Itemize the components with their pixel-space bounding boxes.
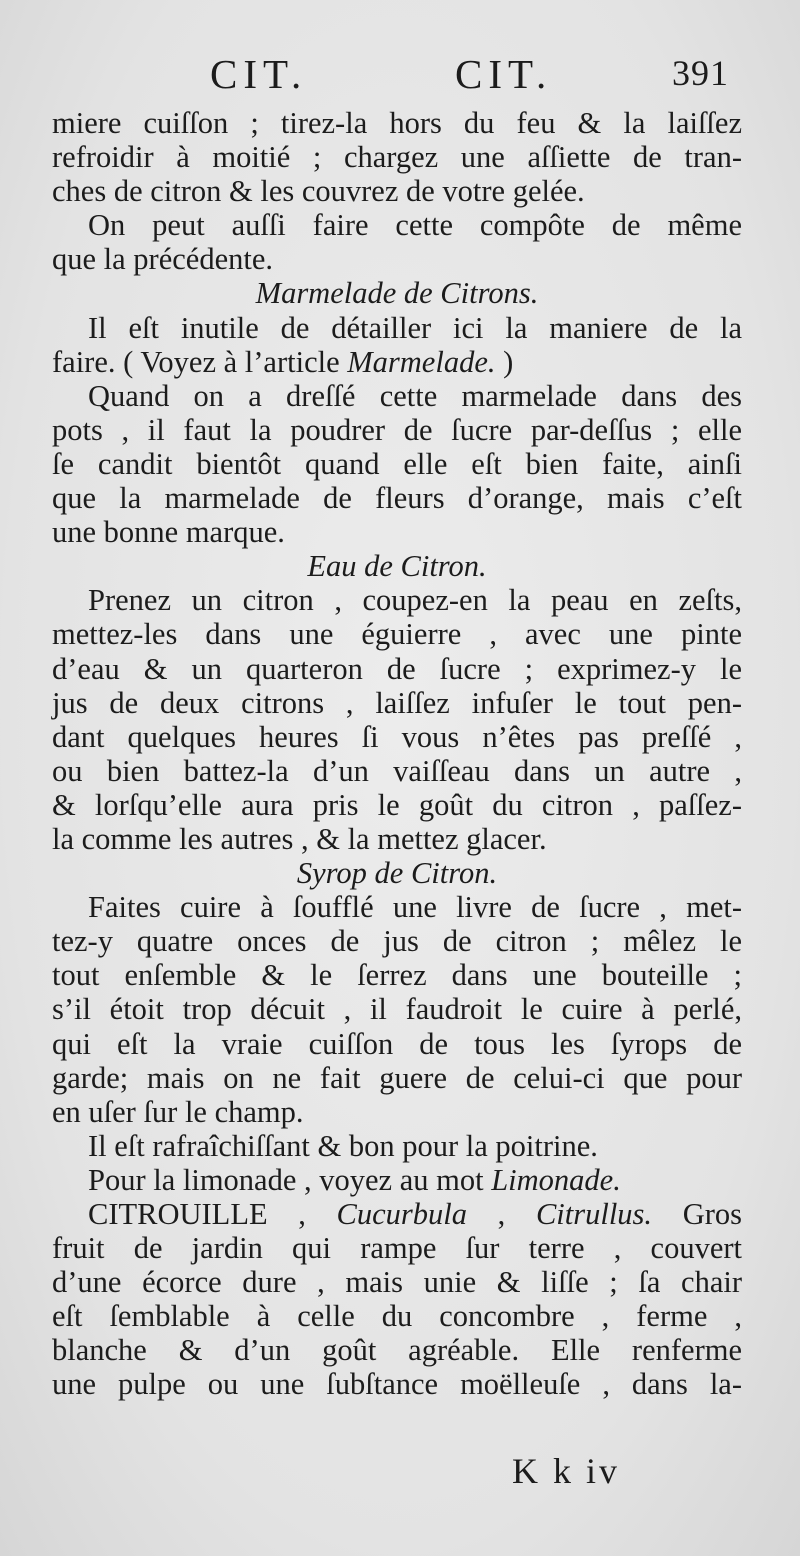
text-line: tez-y quatre onces de jus de citron ; mêlez le xyxy=(52,924,742,959)
text-line: Prenez un citron , coupez-en la peau en zeſts, xyxy=(88,583,742,618)
text-line: une pulpe ou une ſubſtance moëlleuſe , dans la- xyxy=(52,1367,742,1402)
text-line: tout enſemble & le ſerrez dans une bouteille ; xyxy=(52,958,742,993)
section-title: Syrop de Citron. xyxy=(296,856,498,891)
text-line: fruit de jardin qui rampe ſur terre , couvert xyxy=(52,1231,742,1266)
text-line: Faites cuire à ſoufflé une livre de ſucre , met- xyxy=(88,890,742,925)
text-line: pots , il faut la poudrer de ſucre par-deſſus ; elle xyxy=(52,412,742,447)
section-title: Eau de Citron. xyxy=(307,549,487,584)
text-line: ou bien battez-la d’un vaiſſeau dans un autre , xyxy=(52,753,742,788)
text-line: que la précédente. xyxy=(52,242,273,277)
header-left-title: CIT. xyxy=(210,51,308,97)
page-number: 391 xyxy=(672,53,729,93)
text-line: miere cuiſſon ; tirez-la hors du feu & la laiſſez xyxy=(52,106,742,140)
text-line: Il eſt inutile de détailler ici la maniere de la xyxy=(88,310,742,345)
text-line: dant quelques heures ſi vous n’êtes pas preſſé , xyxy=(52,719,742,754)
text-line: refroidir à moitié ; chargez une aſſiette de tran- xyxy=(52,140,742,175)
text-line: garde; mais on ne fait guere de celui-ci que pour xyxy=(52,1060,742,1095)
text-line: qui eſt la vraie cuiſſon de tous les ſyrops de xyxy=(52,1026,742,1061)
signature-mark: K k iv xyxy=(512,1451,620,1491)
text-line: en uſer ſur le champ. xyxy=(52,1094,304,1129)
text-line: Il eſt rafraîchiſſant & bon pour la poitrine. xyxy=(88,1128,598,1163)
text-line: ches de citron & les couvrez de votre gelée. xyxy=(52,174,585,209)
running-header xyxy=(0,50,800,102)
header-right-title: CIT. xyxy=(455,51,553,97)
text-line: On peut auſſi faire cette compôte de même xyxy=(88,208,742,243)
text-line: & lorſqu’elle aura pris le goût du citron , paſſez- xyxy=(52,787,742,822)
section-title: Marmelade de Citrons. xyxy=(255,276,539,311)
text-line: que la marmelade de fleurs d’orange, mais c’eſt xyxy=(52,481,742,516)
text-line: la comme les autres , & la mettez glacer. xyxy=(52,821,547,856)
text-line: une bonne marque. xyxy=(52,515,285,550)
text-line: eſt ſemblable à celle du concombre , ferme , xyxy=(52,1299,742,1334)
text-line: Quand on a dreſſé cette marmelade dans des xyxy=(88,378,742,413)
text-line: jus de deux citrons , laiſſez infuſer le tout pen- xyxy=(52,685,742,720)
text-line: Pour la limonade , voyez au mot Limonade. xyxy=(88,1162,621,1197)
text-line: s’il étoit trop décuit , il faudroit le cuire à perlé, xyxy=(52,992,742,1027)
text-line: d’eau & un quarteron de ſucre ; exprimez-y le xyxy=(52,651,742,686)
body-text xyxy=(52,106,742,1402)
text-line: CITROUILLE , Cucurbula , Citrullus. Gros xyxy=(88,1197,743,1231)
text-line: d’une écorce dure , mais unie & liſſe ; ſa chair xyxy=(52,1265,742,1300)
text-line: ſe candit bientôt quand elle eſt bien faite, ainſi xyxy=(52,446,742,481)
text-line: blanche & d’un goût agréable. Elle renferme xyxy=(52,1333,742,1368)
text-line: faire. ( Voyez à l’article Marmelade. ) xyxy=(52,344,514,379)
text-line: mettez-les dans une éguierre , avec une pinte xyxy=(52,617,742,652)
